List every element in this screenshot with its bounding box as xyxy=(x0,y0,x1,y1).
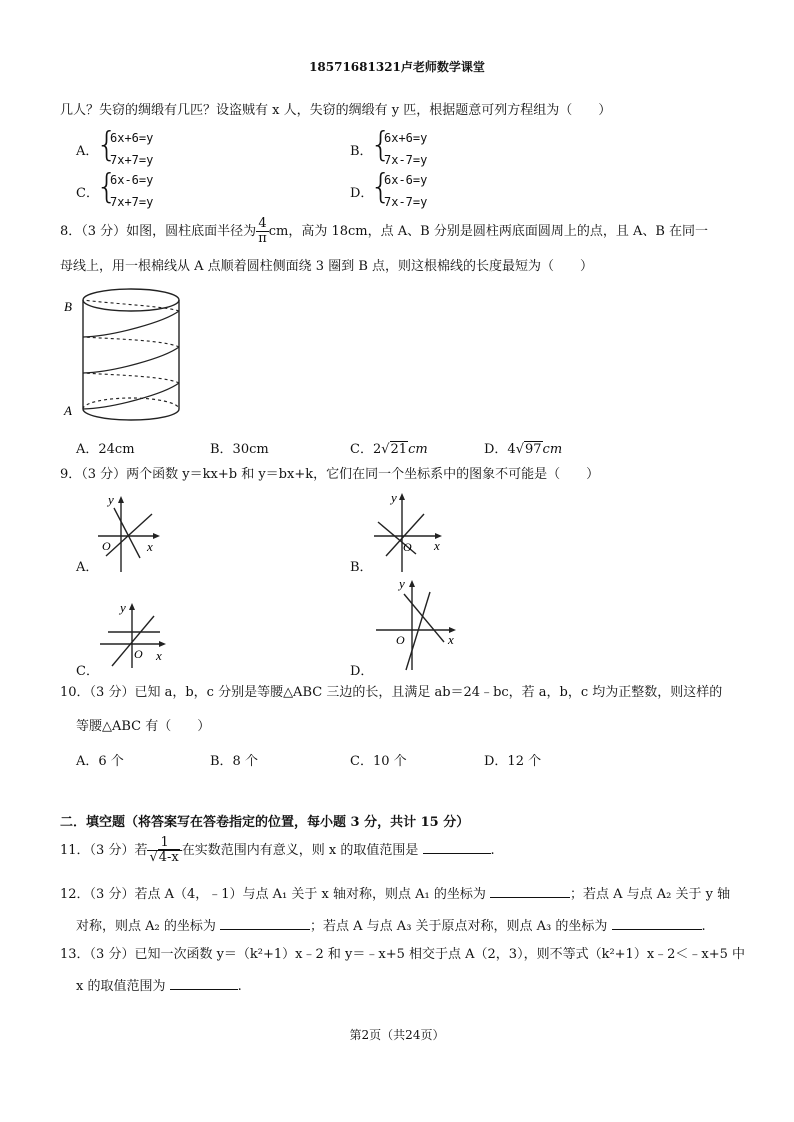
page-header: 18571681321卢老师数学课堂 xyxy=(309,60,485,74)
q8-option-a[interactable]: A．24cm xyxy=(76,442,135,457)
q11-frac-den-wrap xyxy=(147,851,181,865)
q10-line2: 等腰△ABC 有（ ） xyxy=(76,719,211,734)
q12-a3-blank[interactable] xyxy=(612,916,702,930)
q11-frac-den: 4-x xyxy=(158,850,179,865)
q8-option-d[interactable] xyxy=(484,438,562,457)
cylinder-figure xyxy=(64,286,194,426)
fig-label-a: A xyxy=(64,403,72,418)
section-title: 二．填空题（将答案写在答卷指定的位置，每小题 3 分，共计 15 分） xyxy=(60,815,470,830)
origin-label: O xyxy=(396,633,405,647)
q11-rest: 在实数范围内有意义，则 x 的取值范围是 xyxy=(181,843,419,858)
origin-label: O xyxy=(134,647,143,661)
q9-option-c-label[interactable]: C． xyxy=(76,664,99,679)
q9-graph-c[interactable] xyxy=(98,600,174,670)
q8-frac-den: π xyxy=(258,231,267,246)
q7-option-d-eq2: 7x-7=y xyxy=(384,195,428,209)
q9-option-b-label[interactable]: B． xyxy=(350,560,373,575)
axis-y-label: y xyxy=(108,492,114,507)
q7-option-b-label: B． xyxy=(350,144,373,159)
q12-line1 xyxy=(60,884,730,904)
q7-option-c-eq1: 6x-6=y xyxy=(110,173,154,187)
axis-y-label: y xyxy=(391,490,397,505)
q11-fraction xyxy=(147,836,181,865)
sqrt-icon: √ xyxy=(515,442,524,457)
q11-frac-num: 1 xyxy=(147,836,181,851)
q7-option-a-label: A． xyxy=(76,144,99,159)
q7-option-c-eq2: 7x+7=y xyxy=(110,195,154,209)
q10-option-c[interactable]: C．10 个 xyxy=(350,754,407,769)
q7-option-d-label: D． xyxy=(350,186,374,201)
q8-line2: 母线上，用一根棉线从 A 点顺着圆柱侧面绕 3 圈到 B 点，则这根棉线的长度最短为（ ） xyxy=(60,259,594,274)
axis-x-label: x xyxy=(448,632,454,647)
q11-answer-blank[interactable] xyxy=(423,840,491,854)
q12-line2 xyxy=(76,916,706,936)
q7-option-a-eq2: 7x+7=y xyxy=(110,153,154,167)
sqrt-icon: √ xyxy=(381,442,390,457)
q9-graph-b[interactable] xyxy=(372,490,452,574)
q10-line1: 10．（3 分）已知 a，b，c 分别是等腰△ABC 三边的长，且满足 ab＝24﹣bc，若 a，b，c 均为正整数，则这样的 xyxy=(60,685,723,700)
q7-option-c-label: C． xyxy=(76,186,99,201)
q9-graph-a[interactable] xyxy=(96,494,166,574)
q13-line1: 13．（3 分）已知一次函数 y＝（k²+1）x﹣2 和 y＝﹣x+5 相交于点 A（2，3），则不等式（k²+1）x﹣2＜﹣x+5 中 xyxy=(60,947,746,962)
q8-fraction xyxy=(256,217,269,246)
q7-option-d-eq1: 6x-6=y xyxy=(384,173,428,187)
q8-frac-num: 4 xyxy=(256,217,269,232)
q8-prefix: 8．（3 分）如图，圆柱底面半径为 xyxy=(60,224,257,239)
q12-line2c: . xyxy=(701,919,706,934)
q10-option-a[interactable]: A．6 个 xyxy=(76,754,124,769)
q9-option-a-label[interactable]: A． xyxy=(76,560,99,575)
q12-a2-blank[interactable] xyxy=(220,916,310,930)
q8-option-c-unit: cm xyxy=(408,442,428,457)
brace-icon: { xyxy=(370,167,392,207)
q11-end: . xyxy=(490,843,495,858)
q9-graph-d[interactable] xyxy=(374,576,464,672)
axis-x-label: x xyxy=(156,648,162,663)
q12-line2b: ；若点 A 与点 A₃ 关于原点对称，则点 A₃ 的坐标为 xyxy=(310,919,608,934)
q8-option-d-radicand: 97 xyxy=(525,442,542,457)
q12-line1a: 12．（3 分）若点 A（4，﹣1）与点 A₁ 关于 x 轴对称，则点 A₁ 的坐标为 xyxy=(60,887,486,902)
q8-line1 xyxy=(60,217,708,246)
q7-option-a-eq1: 6x+6=y xyxy=(110,131,154,145)
q7-stem: 几人？失窃的绸缎有几匹？设盗贼有 x 人，失窃的绸缎有 y 匹，根据题意可列方程组为（ ） xyxy=(60,103,612,118)
q7-option-b-eq1: 6x+6=y xyxy=(384,131,428,145)
q8-line1-rest: cm，高为 18cm，点 A、B 分别是圆柱两底面圆周上的点，且 A、B 在同一 xyxy=(268,224,709,239)
page-footer: 第2页（共24页） xyxy=(349,1028,445,1042)
q8-option-d-unit: cm xyxy=(542,442,563,457)
q12-line2a: 对称，则点 A₂ 的坐标为 xyxy=(76,919,216,934)
q11-line xyxy=(60,836,495,865)
q10-option-b[interactable]: B．8 个 xyxy=(210,754,258,769)
q13-line2a: x 的取值范围为 xyxy=(76,979,166,994)
q8-option-c[interactable] xyxy=(350,438,428,457)
q12-a1-blank[interactable] xyxy=(490,884,570,898)
fig-label-b: B xyxy=(64,299,72,314)
axis-y-label: y xyxy=(120,600,126,615)
q11-prefix: 11．（3 分）若 xyxy=(60,843,148,858)
q13-line2 xyxy=(76,976,242,996)
q10-option-d[interactable]: D．12 个 xyxy=(484,754,542,769)
origin-label: O xyxy=(403,540,412,554)
q7-option-b-eq2: 7x-7=y xyxy=(384,153,428,167)
axis-x-label: x xyxy=(434,538,440,553)
sqrt-icon: √ xyxy=(149,850,158,865)
q8-option-c-label: C．2 xyxy=(350,442,382,457)
axis-x-label: x xyxy=(147,539,153,554)
q13-line2b: . xyxy=(237,979,242,994)
q12-line1b: ；若点 A 与点 A₂ 关于 y 轴 xyxy=(569,887,731,902)
brace-icon: { xyxy=(370,125,392,165)
q8-option-c-radicand: 21 xyxy=(390,442,408,457)
axis-y-label: y xyxy=(399,576,405,591)
brace-icon: { xyxy=(96,167,118,207)
brace-icon: { xyxy=(96,125,118,165)
origin-label: O xyxy=(102,539,111,553)
q9-stem: 9．（3 分）两个函数 y＝kx+b 和 y＝bx+k，它们在同一个坐标系中的图象不可能是（ ） xyxy=(60,467,600,482)
q8-option-d-label: D．4 xyxy=(484,442,516,457)
q9-option-d-label[interactable]: D． xyxy=(350,664,374,679)
q13-answer-blank[interactable] xyxy=(170,976,238,990)
q8-option-b[interactable]: B．30cm xyxy=(210,442,269,457)
